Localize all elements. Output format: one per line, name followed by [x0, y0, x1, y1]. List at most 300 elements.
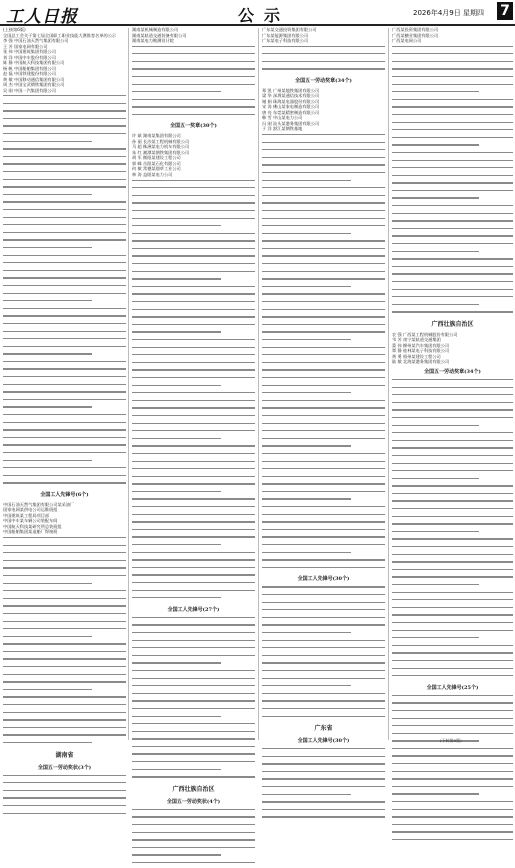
text-line [3, 179, 126, 185]
text-line [3, 429, 126, 435]
column-4 [392, 27, 513, 741]
text-line [132, 483, 255, 489]
list-item: 广东某交通投资集团有限公司 [262, 27, 317, 32]
text-line [262, 438, 385, 444]
text-line [3, 361, 126, 367]
list-item: 李 强 中国石油天然气集团有限公司 [3, 38, 69, 43]
text-line [3, 156, 126, 162]
text-line [262, 142, 385, 148]
text-line [262, 316, 385, 322]
masthead [0, 0, 515, 26]
text-line [3, 331, 126, 337]
text-line [262, 347, 385, 353]
text-line [392, 675, 513, 681]
text-line [262, 248, 385, 254]
column-2 [132, 27, 255, 805]
text-line [392, 493, 513, 499]
section-heading: 全国工人先锋号(25个) [426, 684, 479, 691]
text-line [3, 209, 126, 215]
list-item: 广西某投资集团有限公司 [392, 27, 439, 32]
list-item: 马 超 株洲某电力机车有限公司 [132, 144, 190, 150]
text-line [132, 278, 255, 284]
text-line [262, 655, 385, 661]
text-line [392, 76, 513, 82]
text-line [262, 271, 385, 277]
text-line [262, 514, 385, 520]
list-item: 唐 亮 东莞某精密制造有限公司 [262, 109, 320, 115]
text-line [392, 440, 513, 446]
text-line [3, 406, 126, 412]
text-line [132, 53, 255, 59]
text-line [392, 668, 513, 674]
text-line [262, 716, 385, 722]
text-line [392, 129, 513, 135]
text-line [262, 483, 385, 489]
text-line [132, 233, 255, 239]
text-line [262, 68, 385, 74]
column-divider [258, 28, 259, 740]
text-line [3, 567, 126, 573]
text-line [132, 271, 255, 277]
text-line [262, 461, 385, 467]
list-item: 陈 静 中国航天科技集团有限公司 [3, 60, 65, 65]
text-line [132, 293, 255, 299]
column-1 [3, 27, 126, 771]
text-line [132, 647, 255, 653]
section-heading: 全国五一劳动奖状(4个) [166, 798, 221, 805]
text-line [132, 255, 255, 261]
issue-date: 2026年4月9日 星期四 [413, 9, 484, 17]
text-line [132, 700, 255, 706]
text-line [262, 476, 385, 482]
text-line [262, 617, 385, 623]
text-line [392, 607, 513, 613]
text-line [262, 647, 385, 653]
text-line [3, 239, 126, 245]
continued-note: (下转第8版) [440, 738, 462, 743]
text-line [262, 708, 385, 714]
text-block [262, 586, 385, 721]
text-line [392, 652, 513, 658]
text-line [392, 831, 513, 837]
text-line [3, 727, 126, 733]
text-line [132, 597, 255, 603]
section-heading: 全国五一奖章(30个) [170, 123, 217, 130]
text-line [132, 738, 255, 744]
text-line [3, 422, 126, 428]
text-line [262, 46, 385, 52]
text-line [132, 210, 255, 216]
region-heading: 广西壮族自治区 [172, 785, 215, 793]
text-line [392, 197, 513, 203]
section-heading: 全国工人先锋号(30个) [297, 738, 350, 744]
list-item: 朱 红 湘潭某钢铁集团有限公司 [132, 149, 190, 155]
text-line [262, 602, 385, 608]
text-block [3, 775, 126, 818]
text-line [392, 561, 513, 567]
list-item: 中国航天科技某研究所总装班组 [3, 523, 62, 529]
text-line [262, 263, 385, 269]
text-line [392, 508, 513, 514]
text-line [262, 324, 385, 330]
text-line [262, 778, 385, 784]
text-line [3, 719, 126, 725]
text-line [392, 61, 513, 67]
text-line [132, 61, 255, 67]
text-line [132, 809, 255, 815]
text-line [262, 771, 385, 777]
text-line [132, 248, 255, 254]
text-line [262, 586, 385, 592]
text-line [262, 552, 385, 558]
text-line [3, 346, 126, 352]
text-line [392, 637, 513, 643]
text-line [132, 632, 255, 638]
text-line [392, 137, 513, 143]
region-heading: 广西壮族自治区 [431, 320, 474, 328]
text-line [132, 854, 255, 860]
text-block [132, 180, 255, 603]
text-line [132, 574, 255, 580]
text-line [132, 316, 255, 322]
text-line [3, 103, 126, 109]
text-line [392, 152, 513, 158]
text-line [132, 552, 255, 558]
text-line [262, 678, 385, 684]
list-item: 于 洋 湛江某钢铁基地 [262, 126, 303, 132]
list-item: 郑 凯 广州某地铁集团有限公司 [262, 87, 320, 93]
text-line [262, 225, 385, 231]
text-line [132, 377, 255, 383]
text-line [3, 277, 126, 283]
text-line [262, 362, 385, 368]
text-line [132, 430, 255, 436]
newspaper-logo: 工人日报 [6, 7, 78, 27]
text-line [132, 640, 255, 646]
text-line [3, 552, 126, 558]
text-line [392, 516, 513, 522]
text-line [262, 809, 385, 815]
text-line [392, 402, 513, 408]
section-heading: 全国工人先锋号(30个) [297, 576, 350, 583]
text-line [132, 670, 255, 676]
text-line [132, 816, 255, 822]
text-block [392, 46, 513, 317]
text-line [132, 624, 255, 630]
text-line [392, 281, 513, 287]
text-line [392, 379, 513, 385]
text-line [132, 114, 255, 120]
text-line [392, 144, 513, 150]
text-line [392, 660, 513, 666]
page-title: 公示 [238, 6, 291, 25]
text-line [132, 678, 255, 684]
text-line [262, 377, 385, 383]
text-line [392, 839, 513, 845]
text-line [392, 500, 513, 506]
text-line [262, 559, 385, 565]
text-line [392, 258, 513, 264]
text-block [262, 134, 385, 572]
text-line [132, 362, 255, 368]
text-line [392, 68, 513, 74]
text-line [132, 847, 255, 853]
text-line [262, 521, 385, 527]
text-line [132, 723, 255, 729]
text-line [3, 376, 126, 382]
text-line [3, 575, 126, 581]
text-line [3, 444, 126, 450]
text-line [3, 384, 126, 390]
text-line [262, 624, 385, 630]
text-line [3, 782, 126, 788]
text-line [262, 670, 385, 676]
text-line [262, 286, 385, 292]
text-line [132, 369, 255, 375]
text-line [3, 323, 126, 329]
text-line [392, 554, 513, 560]
text-line [262, 301, 385, 307]
text-line [132, 263, 255, 269]
text-line [132, 824, 255, 830]
text-line [262, 354, 385, 360]
text-line [392, 99, 513, 105]
text-line [392, 809, 513, 815]
text-line [392, 311, 513, 317]
text-line [262, 816, 385, 822]
text-line [392, 824, 513, 830]
text-line [392, 228, 513, 234]
text-line [132, 339, 255, 345]
list-item: 许 斌 湖南某集团有限公司 [132, 133, 181, 139]
text-block [392, 695, 513, 845]
text-line [3, 353, 126, 359]
section-heading: 全国工人先锋号(27个) [167, 606, 220, 613]
text-line [3, 163, 126, 169]
text-line [392, 725, 513, 731]
text-line [392, 710, 513, 716]
text-line [3, 805, 126, 811]
text-line [132, 407, 255, 413]
text-line [262, 662, 385, 668]
text-line [132, 423, 255, 429]
text-line [132, 195, 255, 201]
text-line [3, 338, 126, 344]
list-item: 宋 涛 佛山某家电制造有限公司 [262, 104, 320, 110]
text-line [392, 273, 513, 279]
text-line [132, 491, 255, 497]
list-item: 王 芳 国家电网有限公司 [3, 43, 48, 49]
text-line [262, 385, 385, 391]
text-line [262, 445, 385, 451]
text-line [392, 771, 513, 777]
text-line [392, 576, 513, 582]
text-line [262, 149, 385, 155]
text-line [392, 816, 513, 822]
text-line [3, 689, 126, 695]
section-heading: 全国五一劳动奖状(3个) [37, 764, 92, 771]
text-line [3, 308, 126, 314]
text-line [3, 133, 126, 139]
list-item: 孙 丽 长沙某工程机械有限公司 [132, 138, 190, 144]
text-line [3, 460, 126, 466]
text-line [132, 309, 255, 315]
text-line [3, 247, 126, 253]
text-line [392, 235, 513, 241]
text-line [132, 693, 255, 699]
text-line [262, 685, 385, 691]
text-line [132, 46, 255, 52]
text-line [132, 76, 255, 82]
text-line [132, 761, 255, 767]
text-line [262, 430, 385, 436]
list-item: 胡 军 衡阳某建设工程公司 [132, 155, 181, 161]
text-line [3, 797, 126, 803]
text-line [132, 385, 255, 391]
text-line [132, 354, 255, 360]
text-line [392, 793, 513, 799]
text-line [132, 84, 255, 90]
text-line [132, 438, 255, 444]
text-line [392, 763, 513, 769]
list-item: 广西某电网公司 [392, 38, 422, 43]
text-line [3, 628, 126, 634]
text-line [132, 476, 255, 482]
list-item: 陆 敏 北海某港务集团有限公司 [392, 359, 450, 365]
text-line [132, 240, 255, 246]
text-line [262, 640, 385, 646]
list-item: 冯 刚 汕头某港务集团有限公司 [262, 120, 320, 126]
list-item: 国家电网某供电公司运维班组 [3, 507, 58, 513]
text-line [392, 296, 513, 302]
text-line [392, 53, 513, 59]
text-line [262, 172, 385, 178]
text-line [3, 537, 126, 543]
text-line [132, 776, 255, 782]
text-line [3, 285, 126, 291]
text-line [3, 224, 126, 230]
text-line [132, 544, 255, 550]
text-line [262, 202, 385, 208]
text-line [3, 141, 126, 147]
text-line [262, 233, 385, 239]
text-line [392, 122, 513, 128]
text-line [132, 521, 255, 527]
text-line [3, 414, 126, 420]
text-line [3, 368, 126, 374]
section-heading: 全国工人先锋号(6个) [40, 491, 89, 498]
text-line [262, 529, 385, 535]
text-line [3, 621, 126, 627]
text-line [3, 110, 126, 116]
list-item: 中国中车某车辆公司装配车间 [3, 518, 58, 524]
text-line [392, 778, 513, 784]
text-line [132, 91, 255, 97]
list-item: 谢 娟 珠海某电器股份有限公司 [262, 98, 320, 104]
text-line [262, 392, 385, 398]
text-line [132, 567, 255, 573]
text-line [392, 630, 513, 636]
text-line [3, 95, 126, 101]
text-line [262, 61, 385, 67]
column-3 [262, 27, 385, 744]
list-item: 梁 华 深圳某通信技术有限公司 [262, 93, 320, 99]
text-line [132, 559, 255, 565]
text-line [3, 148, 126, 154]
text-line [132, 498, 255, 504]
text-line [262, 164, 385, 170]
text-line [3, 300, 126, 306]
text-line [132, 536, 255, 542]
text-line [392, 425, 513, 431]
text-line [132, 445, 255, 451]
list-item: 覃 静 桂林某电子科技有限公司 [392, 348, 450, 354]
text-line [132, 202, 255, 208]
text-line [132, 68, 255, 74]
text-line [392, 485, 513, 491]
text-line [392, 614, 513, 620]
text-line [132, 106, 255, 112]
text-line [3, 734, 126, 740]
text-line [3, 293, 126, 299]
text-line [262, 498, 385, 504]
column-divider [128, 28, 129, 740]
text-line [3, 605, 126, 611]
text-line [262, 506, 385, 512]
text-line [3, 674, 126, 680]
text-line [262, 210, 385, 216]
text-line [3, 666, 126, 672]
text-line [3, 255, 126, 261]
text-line [3, 270, 126, 276]
list-item: 韩 雪 中山某电力公司 [262, 115, 303, 121]
text-line [3, 232, 126, 238]
text-line [132, 415, 255, 421]
text-line [392, 702, 513, 708]
text-line [132, 331, 255, 337]
text-line [392, 695, 513, 701]
text-line [3, 681, 126, 687]
text-line [3, 118, 126, 124]
text-block [262, 748, 385, 822]
text-line [3, 704, 126, 710]
text-line [3, 583, 126, 589]
text-line [132, 225, 255, 231]
text-line [262, 157, 385, 163]
text-line [392, 394, 513, 400]
text-line [3, 482, 126, 488]
text-line [132, 708, 255, 714]
text-line [262, 195, 385, 201]
text-line [392, 167, 513, 173]
text-line [3, 391, 126, 397]
region-heading: 广东省 [314, 725, 333, 732]
list-item: 湖南某电力勘测设计院 [132, 38, 174, 43]
text-line [392, 470, 513, 476]
list-item: 杨 帆 中国船舶集团有限公司 [3, 65, 56, 71]
text-line [262, 293, 385, 299]
list-item: 中国船舶集团某造船厂焊接班 [3, 529, 58, 535]
text-line [262, 331, 385, 337]
text-line [3, 742, 126, 748]
text-line [3, 712, 126, 718]
list-item: 吴 刚 中国一汽集团有限公司 [3, 87, 56, 93]
text-line [262, 278, 385, 284]
list-item: 湖南某轨道交通装备有限公司 [132, 32, 187, 38]
text-line [262, 255, 385, 261]
text-line [3, 560, 126, 566]
text-line [262, 339, 385, 345]
